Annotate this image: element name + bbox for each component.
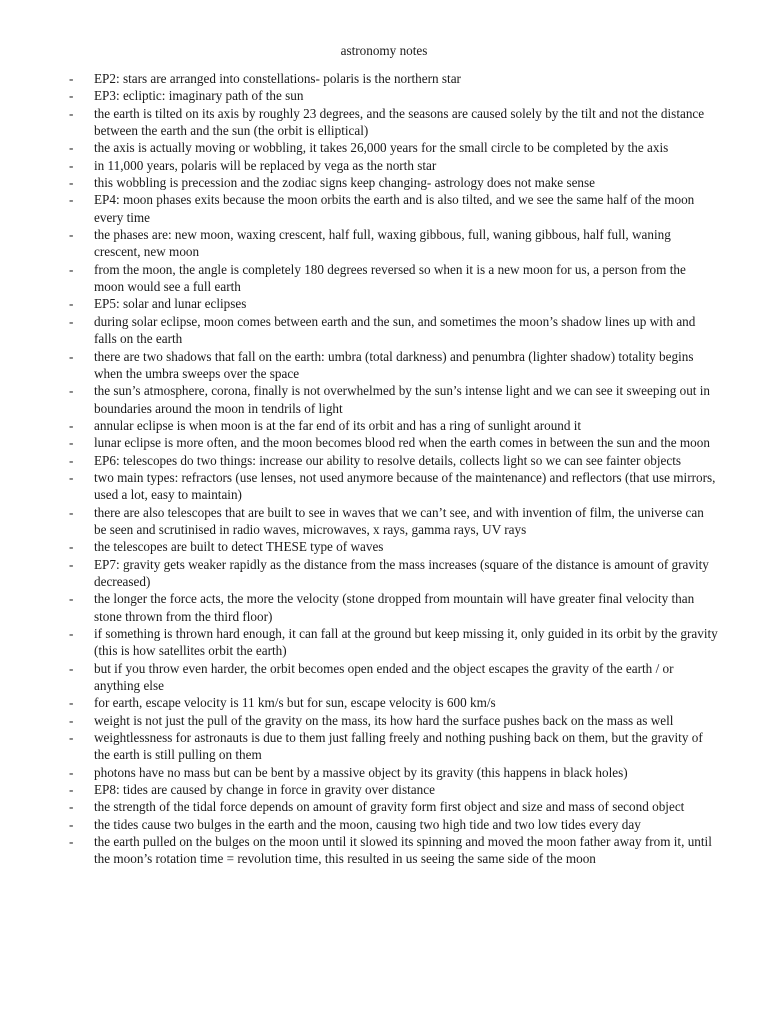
note-text: there are two shadows that fall on the earth: umbra (total darkness) and penumbra (lighter shadow) totality begins when the umbra sweeps over the space	[94, 348, 694, 381]
note-text: two main types: refractors (use lenses, not used anymore because of the maintenance) and reflectors (that use mirrors, used a lot, easy to maintain)	[94, 469, 716, 503]
note-item	[0, 139, 768, 156]
note-item	[0, 833, 768, 868]
note-item	[0, 712, 768, 729]
note-text: in 11,000 years, polaris will be replaced by vega as the north star	[94, 157, 437, 173]
note-item	[0, 382, 768, 417]
note-item	[0, 469, 768, 504]
note-text: there are also telescopes that are built to see in waves that we can’t see, and with invention of film, the universe can be seen and scrutinised in radio waves, microwaves, x rays, gamma rays, UV rays	[94, 504, 704, 537]
note-text: the longer the force acts, the more the velocity (stone dropped from mountain will have greater final velocity than stone thrown from the third floor)	[94, 591, 695, 624]
bullet-dash: -	[69, 730, 74, 746]
note-text: photons have no mass but can be bent by a massive object by its gravity (this happens in black holes)	[94, 764, 628, 780]
note-item	[0, 261, 768, 296]
note-text: weight is not just the pull of the gravity on the mass, its how hard the surface pushes back on the mass as well	[94, 712, 674, 728]
note-item	[0, 417, 768, 434]
bullet-dash: -	[69, 782, 74, 798]
note-text: weightlessness for astronauts is due to them just falling freely and nothing pushing back on them, but the gravity of the earth is still pulling on them	[94, 730, 703, 763]
bullet-dash: -	[69, 469, 74, 485]
note-item	[0, 348, 768, 383]
note-item	[0, 660, 768, 695]
note-text: the axis is actually moving or wobbling, it takes 26,000 years for the small circle to be completed by the axis	[94, 140, 669, 156]
note-item	[0, 226, 768, 261]
bullet-dash: -	[69, 417, 74, 433]
note-text: the strength of the tidal force depends on amount of gravity form first object and size and mass of second object	[94, 799, 685, 815]
note-text: EP7: gravity gets weaker rapidly as the distance from the mass increases (square of the distance is amount of gravity decreased)	[94, 556, 709, 589]
note-item	[0, 87, 768, 104]
note-text: the phases are: new moon, waxing crescent, half full, waxing gibbous, full, waning gibbous, half full, waning crescent, new moon	[94, 227, 671, 260]
notes-list	[0, 70, 768, 868]
bullet-dash: -	[69, 435, 74, 451]
bullet-dash: -	[69, 261, 74, 277]
bullet-dash: -	[69, 175, 74, 191]
note-text: EP2: stars are arranged into constellations- polaris is the northern star	[94, 71, 461, 86]
bullet-dash: -	[69, 816, 74, 832]
note-text: if something is thrown hard enough, it can fall at the ground but keep missing it, only guided in its orbit by the gravity (this is how satellites orbit the earth)	[94, 626, 718, 659]
note-item	[0, 174, 768, 191]
note-item	[0, 781, 768, 798]
bullet-dash: -	[69, 313, 74, 329]
bullet-dash: -	[69, 539, 74, 555]
bullet-dash: -	[69, 157, 74, 173]
note-text: the sun’s atmosphere, corona, finally is not overwhelmed by the sun’s intense light and we can see it sweeping out in boundaries around the moon in tendrils of light	[94, 383, 711, 416]
note-item	[0, 504, 768, 539]
note-text: EP5: solar and lunar eclipses	[94, 296, 247, 312]
note-item	[0, 105, 768, 140]
note-item	[0, 798, 768, 815]
note-text: from the moon, the angle is completely 180 degrees reversed so when it is a new moon for us, a person from the moon would see a full earth	[94, 261, 686, 295]
note-item	[0, 729, 768, 764]
bullet-dash: -	[69, 383, 74, 399]
bullet-dash: -	[69, 834, 74, 850]
note-item	[0, 295, 768, 312]
note-text: EP3: ecliptic: imaginary path of the sun	[94, 88, 304, 104]
bullet-dash: -	[69, 296, 74, 312]
bullet-dash: -	[69, 660, 74, 676]
note-text: lunar eclipse is more often, and the moon becomes blood red when the earth comes in between the sun and the moon	[94, 435, 710, 451]
note-item	[0, 816, 768, 833]
bullet-dash: -	[69, 799, 74, 815]
note-item	[0, 191, 768, 226]
note-item	[0, 764, 768, 781]
note-item	[0, 625, 768, 660]
bullet-dash: -	[69, 626, 74, 641]
note-text: during solar eclipse, moon comes between earth and the sun, and sometimes the moon’s shadow lines up with and falls on the earth	[94, 313, 696, 347]
note-text: EP6: telescopes do two things: increase our ability to resolve details, collects light so we can see fainter objects	[94, 452, 682, 468]
note-text: the telescopes are built to detect THESE type of waves	[94, 539, 384, 555]
note-item	[0, 538, 768, 555]
bullet-dash: -	[69, 695, 74, 711]
bullet-dash: -	[69, 452, 74, 468]
note-text: this wobbling is precession and the zodiac signs keep changing- astrology does not make sense	[94, 175, 596, 191]
bullet-dash: -	[69, 105, 74, 121]
note-item	[0, 452, 768, 469]
note-text: the earth is tilted on its axis by roughly 23 degrees, and the seasons are caused solely by the tilt and not the distance between the earth and the sun (the orbit is elliptical)	[94, 105, 705, 139]
document-title: astronomy notes	[340, 43, 428, 58]
note-item	[0, 157, 768, 174]
note-item	[0, 590, 768, 625]
bullet-dash: -	[69, 192, 74, 208]
note-item	[0, 70, 768, 87]
bullet-dash: -	[69, 71, 74, 86]
note-item	[0, 313, 768, 348]
note-text: annular eclipse is when moon is at the far end of its orbit and has a ring of sunlight around it	[94, 417, 582, 433]
note-item	[0, 556, 768, 591]
note-item	[0, 434, 768, 451]
note-text: but if you throw even harder, the orbit becomes open ended and the object escapes the gravity of the earth / or anything else	[94, 660, 674, 694]
bullet-dash: -	[69, 504, 74, 520]
note-text: EP4: moon phases exits because the moon orbits the earth and is also tilted, and we see the same half of the moon every time	[94, 192, 695, 225]
note-text: EP8: tides are caused by change in force in gravity over distance	[94, 782, 435, 798]
bullet-dash: -	[69, 764, 74, 780]
bullet-dash: -	[69, 88, 74, 104]
note-text: the tides cause two bulges in the earth and the moon, causing two high tide and two low tides every day	[94, 816, 641, 832]
bullet-dash: -	[69, 348, 74, 364]
bullet-dash: -	[69, 140, 74, 156]
note-item	[0, 694, 768, 711]
note-text: the earth pulled on the bulges on the moon until it slowed its spinning and moved the moon father away from it, until the moon’s rotation time = revolution time, this resulted in us seeing the same side of the moon	[94, 834, 712, 867]
bullet-dash: -	[69, 591, 74, 607]
bullet-dash: -	[69, 556, 74, 572]
bullet-dash: -	[69, 712, 74, 728]
note-text: for earth, escape velocity is 11 km/s but for sun, escape velocity is 600 km/s	[94, 695, 496, 711]
bullet-dash: -	[69, 227, 74, 243]
